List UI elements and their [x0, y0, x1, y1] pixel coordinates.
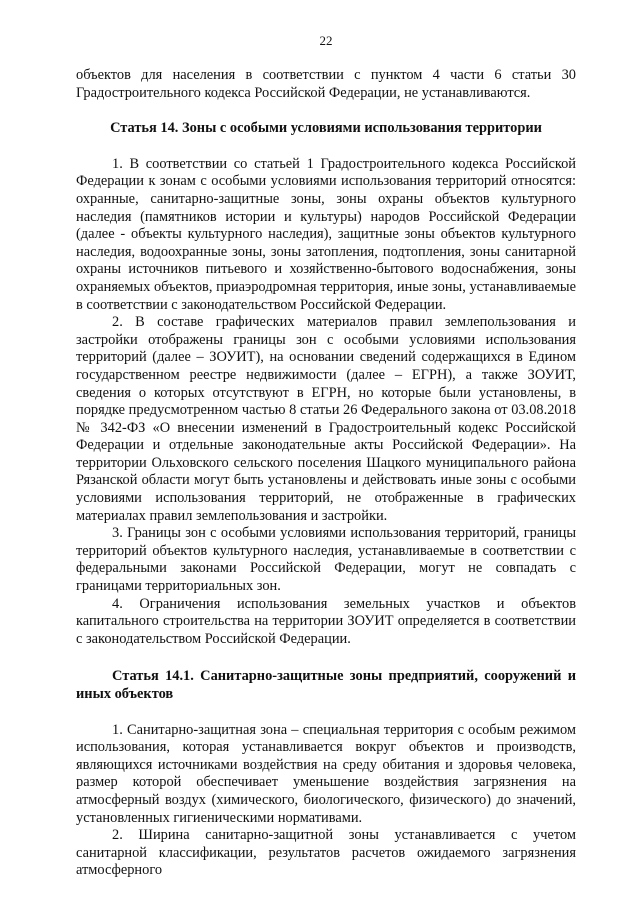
article-14-title: Статья 14. Зоны с особыми условиями использования территории: [110, 120, 542, 137]
article-14-1-body: [76, 722, 576, 880]
article-14-1-paragraph-1: 1. Санитарно-защитная зона – специальная территория с особым режимом использования, которая устанавливается вокруг объектов и производств, являющихся источниками воздействия на среду обитания и здоровья человека, размер которой обеспечивает уменьшение воздействия загрязнения на атмосферный воздух (химического, биологического, физического) до значений, установленных гигиеническими нормативами.: [76, 721, 576, 826]
article-14-paragraph-4: 4. Ограничения использования земельных участков и объектов капитального строительства на территории ЗОУИТ определяется в соответствии с законодательством Российской Федерации.: [76, 595, 576, 647]
article-14-paragraph-2: 2. В составе графических материалов правил землепользования и застройки отображены границы зон с особыми условиями использования территорий (далее – ЗОУИТ), на основании сведений содержащихся в Едином государственном реестре недвижимости (далее – ЕГРН), а также ЗОУИТ, сведения о которых отсутствуют в ЕГРН, но которые были установлены, в порядке предусмотренном частью 8 статьи 26 Федерального закона от 03.08.2018 № 342-ФЗ «О внесении изменений в Градостроительный кодекс Российской Федерации и отдельные законодательные акты Российской Федерации». На территории Ольховского сельского поселения Шацкого муниципального района Рязанской области могут быть установлены и действовать иные зоны с особыми условиями использования территорий, не отображенные в графических материалах правил землепользования и застройки.: [76, 314, 576, 524]
page-number: 22: [319, 33, 333, 48]
article-14-paragraph-1: 1. В соответствии со статьей 1 Градостроительного кодекса Российской Федерации к зонам с особыми условиями использования территорий относятся: охранные, санитарно-защитные зоны, зоны охраны объектов культурного наследия (памятников истории и культуры) народов Российской Федерации (далее - объекты культурного наследия), защитные зоны объектов культурного наследия, водоохранные зоны, зоны затопления, подтопления, зоны санитарной охраны источников питьевого и хозяйственно-бытового водоснабжения, зоны охраняемых объектов, приаэродромная территория, иные зоны, устанавливаемые в соответствии с законодательством Российской Федерации.: [76, 155, 576, 313]
article-14-paragraph-3: 3. Границы зон с особыми условиями использования территорий, границы территорий объектов культурного наследия, устанавливаемые в соответствии с федеральными законами Российской Федерации, могут не совпадать с границами территориальных зон.: [76, 525, 576, 595]
article-14-1-title: Статья 14.1. Санитарно-защитные зоны предприятий, сооружений и иных объектов: [76, 668, 576, 702]
intro-paragraph: объектов для населения в соответствии с пунктом 4 части 6 статьи 30 Градостроительного кодекса Российской Федерации, не устанавливаются.: [76, 67, 576, 101]
intro-block: [76, 67, 576, 102]
article-14-1-paragraph-2: 2. Ширина санитарно-защитной зоны устанавливается с учетом санитарной классификации, результатов расчетов ожидаемого загрязнения атмосферного: [76, 827, 576, 879]
article-14-section: [76, 120, 576, 648]
article-14-body: [76, 156, 576, 649]
article-14-1-section: [76, 668, 576, 880]
